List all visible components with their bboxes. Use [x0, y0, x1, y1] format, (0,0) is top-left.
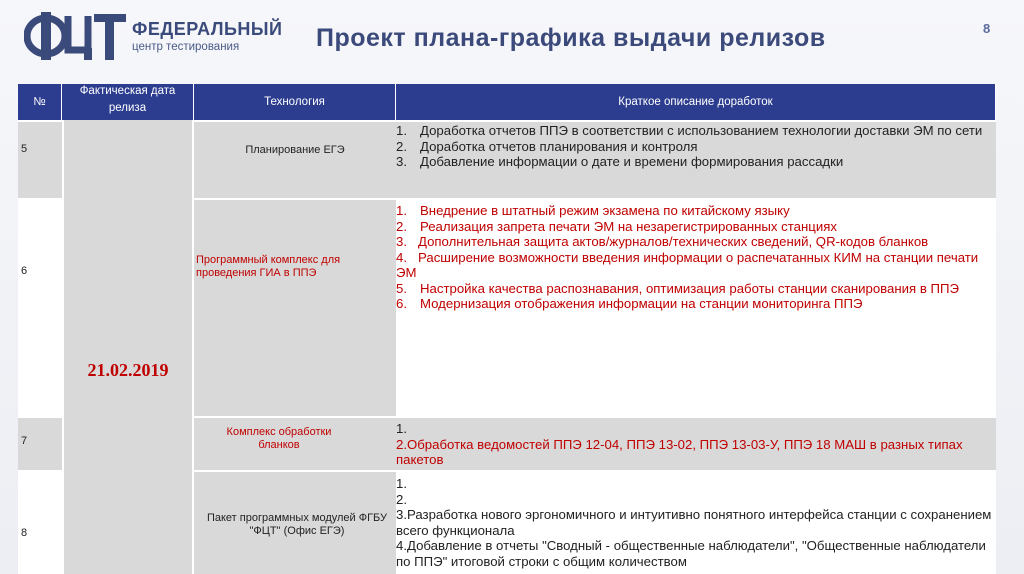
col-header-description: Краткое описание доработок — [396, 84, 996, 120]
col-header-number: № — [18, 84, 62, 120]
technology-label: Пакет программных модулей ФГБУ "ФЦТ" (Офис ЕГЭ) — [206, 512, 388, 537]
list-item: 5. Настройка качества распознавания, оптимизация работы станции сканирования в ППЭ — [396, 280, 959, 296]
list-item: 3. Добавление информации о дате и времени формирования рассадки — [396, 154, 844, 169]
list-item: 3. Дополнительная защита актов/журналов/технических сведений, QR-кодов бланков — [396, 234, 929, 249]
release-date-cell — [62, 120, 194, 574]
technology-label: Планирование ЕГЭ — [245, 144, 345, 156]
list-item: 2. Реализация запрета печати ЭМ на незарегистрированных станциях — [396, 218, 837, 234]
list-item: 6. Модернизация отображения информации на станции мониторинга ППЭ — [396, 296, 863, 311]
technology-label: Комплекс обработки бланков — [226, 426, 332, 451]
list-item: 1. — [396, 476, 407, 491]
num-cell — [18, 470, 62, 574]
list-item: 4.Добавление в отчеты "Сводный - общественные наблюдатели", "Общественные наблюдатели по ППЭ" итоговой строки с общим количеством — [396, 538, 986, 569]
description-list — [396, 476, 996, 569]
list-item: 2. — [396, 491, 407, 507]
col-header-date: Фактическая дата релиза — [62, 84, 194, 120]
list-item: 1. — [396, 421, 407, 436]
description-list — [396, 203, 992, 312]
list-item: 2.Обработка ведомостей ППЭ 12-04, ППЭ 13-02, ППЭ 13-03-У, ППЭ 18 МАШ в разных типах пакетов — [396, 436, 963, 467]
technology-label: Программный комплекс для проведения ГИА в ППЭ — [196, 254, 341, 279]
list-item: 3.Разработка нового эргономичного и интуитивно понятного интерфейса станции с сохранением всего функционала — [396, 507, 992, 538]
list-item: 1. Доработка отчетов ППЭ в соответствии с использованием технологии доставки ЭМ по сети — [396, 123, 983, 138]
col-header-technology: Технология — [194, 84, 396, 120]
release-table — [18, 84, 996, 574]
tech-cell — [194, 198, 396, 416]
slide-title: Проект плана-графика выдачи релизов — [316, 24, 826, 52]
row-number: 5 — [21, 143, 28, 155]
row-number: 8 — [21, 527, 28, 539]
logo — [24, 8, 283, 68]
row-number: 6 — [21, 265, 28, 277]
logo-subtitle: центр тестирования — [132, 41, 240, 53]
logo-title: ФЕДЕРАЛЬНЫЙ — [132, 19, 283, 39]
release-date: 21.02.2019 — [87, 360, 169, 380]
num-cell — [18, 198, 62, 416]
page-number: 8 — [983, 21, 991, 36]
list-item: 4. Расширение возможности введения информации о распечатанных КИМ на станции печати ЭМ — [396, 249, 979, 280]
description-list — [396, 421, 996, 468]
fct-logo-icon — [24, 8, 128, 64]
description-list — [396, 123, 996, 170]
list-item: 1. Внедрение в штатный режим экзамена по китайскому языку — [396, 203, 790, 218]
list-item: 2. Доработка отчетов планирования и контроля — [396, 138, 698, 154]
row-number: 7 — [21, 435, 28, 447]
